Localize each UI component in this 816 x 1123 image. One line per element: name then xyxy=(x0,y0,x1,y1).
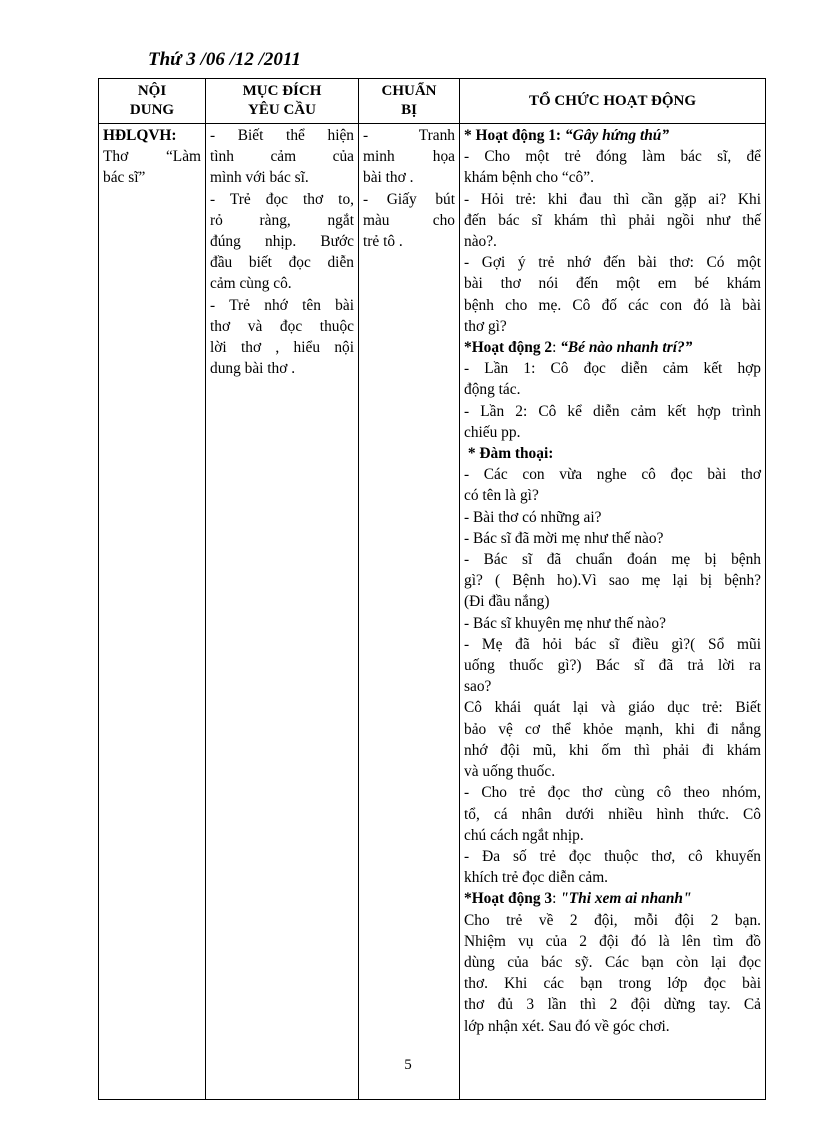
activity-3-line: lớp nhận xét. Sau đó về góc chơi. xyxy=(464,1017,670,1035)
header-preparation-line: BỊ xyxy=(401,102,417,118)
activity-2-line: - Lần 2: Cô kể diễn cảm kết hợp trình xyxy=(464,402,761,420)
header-purpose xyxy=(206,79,359,124)
activity-3-line: thơ. Khi các bạn trong lớp đọc bài xyxy=(464,975,761,993)
dialogue-line: (Đi đầu nắng) xyxy=(464,593,550,611)
purpose-line: cảm cùng cô. xyxy=(210,275,292,293)
dialogue-line: - Các con vừa nghe cô đọc bài thơ xyxy=(464,466,761,484)
activity-2-prefix: *Hoạt động 2 xyxy=(464,339,553,357)
dialogue-line: - Đa số trẻ đọc thuộc thơ, cô khuyến xyxy=(464,847,761,865)
activity-3-line: dùng của bác sỹ. Các bạn còn lại đọc xyxy=(464,953,761,971)
purpose-line: mình với bác sĩ. xyxy=(210,169,309,187)
header-content xyxy=(99,79,206,124)
purpose-cell xyxy=(206,124,359,1100)
content-title: HĐLQVH: xyxy=(103,127,177,144)
dialogue-line: sao? xyxy=(464,678,492,696)
dialogue-line: - Bác sĩ đã mời mẹ như thế nào? xyxy=(464,529,664,547)
dialogue-line: và uống thuốc. xyxy=(464,763,556,781)
purpose-line: - Trẻ nhớ tên bài xyxy=(210,296,354,314)
header-content-line: DUNG xyxy=(129,102,175,118)
activities-lines xyxy=(464,125,761,1037)
purpose-line: - Trẻ đọc thơ to, xyxy=(210,190,354,208)
content-line: Thơ “Làm xyxy=(103,148,201,166)
dialogue-line: nhớ đội mũ, khi ốm thì phải đi khám xyxy=(464,741,761,759)
dialogue-line: gì? ( Bệnh ho).Vì sao mẹ lại bị bệnh? xyxy=(464,572,761,590)
activity-3-prefix: *Hoạt động 3 xyxy=(464,890,553,908)
content-line: bác sĩ” xyxy=(103,169,146,187)
preparation-line: trẻ tô . xyxy=(363,233,403,251)
preparation-line: minh họa xyxy=(363,148,455,166)
purpose-line: thơ và đọc thuộc xyxy=(210,317,354,335)
activity-1-line: thơ gì? xyxy=(464,317,507,335)
preparation-lines xyxy=(363,125,455,252)
activity-1-line: - Cho một trẻ đóng làm bác sĩ, để xyxy=(464,148,761,166)
header-content-line: NỘI xyxy=(137,83,167,99)
activity-1-name: “Gây hứng thú” xyxy=(564,127,670,144)
page-date: Thứ 3 /06 /12 /2011 xyxy=(148,49,301,70)
preparation-line: - Giấy bút xyxy=(363,190,455,208)
content-lines xyxy=(103,146,201,188)
dialogue-line: khích trẻ đọc diễn cảm. xyxy=(464,869,609,887)
lesson-plan-table xyxy=(98,78,766,1100)
purpose-lines xyxy=(210,125,354,379)
activity-1-line: nào?. xyxy=(464,233,497,251)
header-row xyxy=(99,79,766,124)
header-activities: TỔ CHỨC HOẠT ĐỘNG xyxy=(460,79,766,124)
dialogue-line: - Bác sĩ đã chuẩn đoán mẹ bị bệnh xyxy=(464,551,761,569)
activity-2-name: “Bé nào nhanh trí?” xyxy=(560,339,693,357)
preparation-cell xyxy=(359,124,460,1100)
header-preparation xyxy=(359,79,460,124)
dialogue-line: - Bác sĩ khuyên mẹ như thế nào? xyxy=(464,614,666,632)
activity-1-heading xyxy=(464,125,761,146)
dialogue-line: tổ, cá nhân dưới nhiều hình thức. Cô xyxy=(464,805,761,823)
activity-1-line: - Hỏi trẻ: khi đau thì cần gặp ai? Khi xyxy=(464,190,761,208)
content-cell xyxy=(99,124,206,1100)
preparation-line: - Tranh xyxy=(363,127,455,144)
purpose-line: rỏ ràng, ngắt xyxy=(210,211,354,229)
dialogue-heading: * Đàm thoại: xyxy=(464,445,554,463)
purpose-line: tình cảm của xyxy=(210,148,354,166)
activity-2-colon: : xyxy=(552,339,561,357)
activity-2-heading xyxy=(464,337,761,358)
purpose-line: dung bài thơ . xyxy=(210,360,296,378)
activity-3-heading xyxy=(464,888,761,909)
header-preparation-line: CHUẨN xyxy=(381,83,437,99)
purpose-line: đúng nhịp. Bước xyxy=(210,233,354,251)
dialogue-line: chú cách ngắt nhịp. xyxy=(464,826,584,844)
activity-1-line: - Gợi ý trẻ nhớ đến bài thơ: Có một xyxy=(464,254,761,272)
dialogue-line: - Cho trẻ đọc thơ cùng cô theo nhóm, xyxy=(464,784,761,802)
activity-3-line: Nhiệm vụ của 2 đội đó là lên tìm đồ xyxy=(464,932,761,950)
dialogue-line: - Bài thơ có những ai? xyxy=(464,508,602,526)
activity-3-line: Cho trẻ về 2 đội, mỗi đội 2 bạn. xyxy=(464,911,761,929)
activity-3-name: "Thi xem ai nhanh" xyxy=(560,890,692,908)
activity-3-colon: : xyxy=(552,890,561,908)
page-number: 5 xyxy=(404,1057,412,1073)
header-purpose-line: MỤC ĐÍCH xyxy=(242,83,322,99)
dialogue-line: bảo vệ cơ thể khỏe mạnh, khi đi nắng xyxy=(464,720,761,738)
purpose-line: lời thơ , hiểu nội xyxy=(210,339,354,357)
activity-1-line: khám bệnh cho “cô”. xyxy=(464,169,594,187)
dialogue-line: Cô khái quát lại và giáo dục trẻ: Biết xyxy=(464,699,761,717)
activity-1-line: đến bác sĩ khám thì phải ngồi như thế xyxy=(464,211,761,229)
activity-1-prefix: * Hoạt động 1: xyxy=(464,127,565,144)
activity-2-line: chiếu pp. xyxy=(464,423,521,441)
purpose-line: đầu biết đọc diễn xyxy=(210,254,354,272)
activity-1-line: bài thơ nói đến một em bé khám xyxy=(464,275,761,293)
dialogue-line: uống thuốc gì?) Bác sĩ đã trả lời ra xyxy=(464,657,761,675)
activities-cell xyxy=(460,124,766,1100)
activity-1-line: bệnh cho mẹ. Cô đố các con đó là bài xyxy=(464,296,761,314)
dialogue-line: có tên là gì? xyxy=(464,487,539,505)
activity-3-line: thơ đủ 3 lần thì 2 đội dừng tay. Cả xyxy=(464,996,761,1014)
preparation-line: bài thơ . xyxy=(363,169,414,187)
purpose-line: - Biết thể hiện xyxy=(210,127,354,144)
activity-2-line: động tác. xyxy=(464,381,521,399)
activity-2-line: - Lần 1: Cô đọc diễn cảm kết hợp xyxy=(464,360,761,378)
dialogue-line: - Mẹ đã hỏi bác sĩ điều gì?( Sổ mũi xyxy=(464,635,761,653)
header-purpose-line: YÊU CẦU xyxy=(248,102,316,118)
preparation-line: màu cho xyxy=(363,211,455,229)
body-row xyxy=(99,124,766,1100)
